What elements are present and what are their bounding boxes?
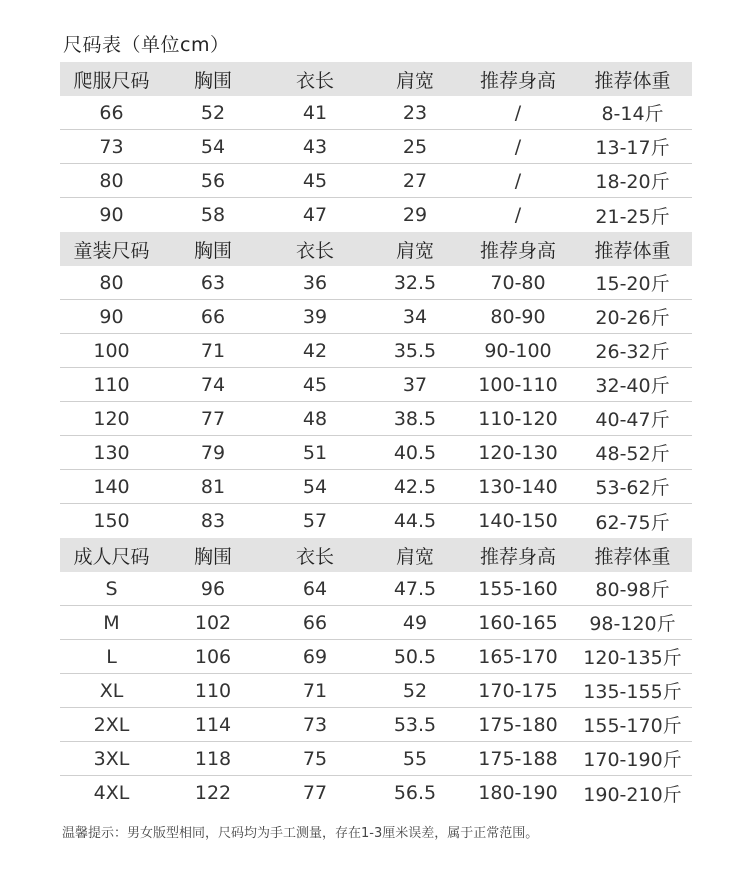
table-row [60,130,692,164]
table-row [60,640,692,674]
header-cell: 胸围 [193,239,232,262]
table-cell: 56.5 [393,782,437,804]
table-cell: 3XL [93,747,130,770]
table-cell: 180-190 [478,782,558,804]
table-cell: 23 [402,101,428,124]
table-cell: 20-26斤 [595,307,670,329]
header-cell: 衣长 [295,239,334,262]
table-cell: 114 [194,713,232,736]
table-cell: 77 [200,407,226,430]
table-cell: 58 [200,204,226,226]
header-cell: 推荐身高 [479,545,556,568]
table-cell: XL [99,679,124,702]
header-cell: 童装尺码 [73,239,150,262]
table-cell: 160-165 [478,611,558,634]
table-cell: 47 [302,204,328,226]
table-cell: 45 [302,169,328,192]
table-cell: 66 [302,611,328,634]
header-cell: 胸围 [193,69,232,92]
table-cell: L [106,645,117,668]
table-cell: 25 [402,135,428,158]
table-cell: 40-47斤 [595,409,670,431]
table-header-row [60,538,692,572]
table-cell: 38.5 [393,407,437,430]
table-cell: M [103,611,120,634]
table-cell: 74 [200,373,226,396]
table-cell: 110 [194,679,232,702]
table-cell: 70-80 [490,271,546,294]
table-cell: 36 [302,271,328,294]
table-row [60,96,692,130]
table-cell: 41 [302,101,328,124]
table-cell: 49 [402,611,428,634]
table-cell: 190-210斤 [583,783,682,806]
table-cell: 110 [93,373,130,396]
table-cell: 80 [99,169,124,192]
table-cell: 53-62斤 [595,477,670,499]
header-cell: 胸围 [193,545,232,568]
header-cell: 成人尺码 [73,545,150,568]
table-cell: 155-160 [478,577,558,600]
table-cell: 106 [194,645,232,668]
table-cell: 66 [99,101,124,124]
table-cell: 77 [302,782,328,804]
table-cell: 13-17斤 [595,137,670,159]
table-cell: 32.5 [393,271,437,294]
header-cell: 衣长 [295,69,334,92]
table-cell: 170-190斤 [583,749,682,771]
table-cell: 81 [200,475,226,498]
table-cell: 35.5 [393,339,437,362]
table-cell: 43 [302,135,328,158]
table-cell: 47.5 [393,577,437,600]
table-cell: 80-98斤 [595,579,670,601]
table-cell: 29 [402,204,428,226]
table-cell: 135-155斤 [583,681,682,703]
table-cell: 55 [402,747,428,770]
table-cell: 51 [302,441,328,464]
table-cell: 69 [302,645,328,668]
table-cell: 39 [302,305,328,328]
table-row [60,334,692,368]
table-cell: 42.5 [393,475,437,498]
table-cell: 4XL [93,782,130,804]
table-cell: 100-110 [478,373,558,396]
header-cell: 衣长 [295,545,334,568]
table-row [60,674,692,708]
footnote: 温馨提示：男女版型相同，尺码均为手工测量，存在1-3厘米误差，属于正常范围。 [62,826,539,841]
header-cell: 肩宽 [395,69,434,92]
header-cell: 肩宽 [395,239,434,262]
table-cell: 40.5 [393,441,437,464]
table-cell: 140-150 [478,510,558,532]
header-cell: 推荐体重 [594,545,671,568]
table-cell: 57 [302,510,328,532]
table-cell: 54 [200,135,226,158]
table-cell: 120-130 [478,441,558,464]
table-cell: / [514,204,522,226]
table-cell: 48 [302,407,328,430]
table-header-row [60,232,692,266]
table-cell: 130-140 [478,475,558,498]
table-row [60,742,692,776]
table-cell: 73 [302,713,328,736]
table-cell: 21-25斤 [595,205,670,228]
table-cell: 62-75斤 [595,511,670,534]
table-cell: 73 [99,135,124,158]
table-cell: 53.5 [393,713,437,736]
table-cell: 83 [200,510,226,532]
table-cell: 80 [99,271,124,294]
table-cell: 120-135斤 [583,647,682,669]
table-cell: 120 [93,407,130,430]
table-cell: 102 [194,611,232,634]
table-cell: 26-32斤 [595,341,670,363]
table-cell: 96 [200,577,226,600]
table-row [60,198,692,232]
romper-section [60,62,692,232]
table-cell: / [514,135,522,158]
table-row [60,402,692,436]
table-cell: 118 [194,747,232,770]
table-cell: 37 [402,373,428,396]
table-cell: 54 [302,475,328,498]
table-cell: 175-188 [478,747,558,770]
table-cell: 155-170斤 [583,715,682,737]
adult-section [60,538,692,810]
table-cell: 44.5 [393,510,437,532]
table-cell: 80-90 [490,305,546,328]
table-cell: 45 [302,373,328,396]
table-cell: 122 [194,782,232,804]
table-cell: 98-120斤 [589,613,676,635]
table-cell: 52 [200,101,226,124]
table-row [60,164,692,198]
table-cell: 90 [99,204,124,226]
table-row [60,572,692,606]
table-row [60,470,692,504]
table-cell: 50.5 [393,645,437,668]
header-cell: 推荐身高 [479,69,556,92]
table-cell: 165-170 [478,645,558,668]
page-title: 尺码表（单位cm） [63,34,230,56]
table-row [60,504,692,538]
table-cell: 42 [302,339,328,362]
table-cell: 71 [200,339,226,362]
header-cell: 肩宽 [395,545,434,568]
header-cell: 爬服尺码 [73,69,150,92]
table-cell: 79 [200,441,226,464]
table-row [60,606,692,640]
header-cell: 推荐身高 [479,239,556,262]
table-cell: 110-120 [478,407,558,430]
table-cell: 34 [402,305,428,328]
table-cell: 48-52斤 [595,443,670,465]
table-cell: 90 [99,305,124,328]
table-cell: 150 [93,510,130,532]
table-cell: 64 [302,577,328,600]
table-cell: 18-20斤 [595,171,670,193]
table-cell: 170-175 [478,679,558,702]
table-cell: 130 [93,441,130,464]
header-cell: 推荐体重 [594,239,671,262]
table-cell: 63 [200,271,226,294]
table-cell: 175-180 [478,713,558,736]
table-cell: / [514,101,522,124]
table-cell: 8-14斤 [601,103,664,125]
table-row [60,300,692,334]
table-cell: 27 [402,169,428,192]
table-row [60,266,692,300]
table-cell: 75 [302,747,328,770]
table-header-row [60,62,692,96]
table-cell: / [514,169,522,192]
table-cell: 140 [93,475,130,498]
table-row [60,776,692,810]
table-cell: S [105,577,118,600]
header-cell: 推荐体重 [594,69,671,92]
table-cell: 100 [93,339,130,362]
table-cell: 56 [200,169,226,192]
table-cell: 15-20斤 [595,273,670,295]
table-cell: 52 [402,679,428,702]
table-cell: 71 [302,679,328,702]
table-cell: 2XL [93,713,130,736]
kids-section [60,232,692,538]
table-cell: 66 [200,305,226,328]
table-row [60,436,692,470]
table-cell: 32-40斤 [595,375,670,397]
size-chart-table [60,62,692,810]
table-row [60,368,692,402]
table-cell: 90-100 [484,339,552,362]
table-row [60,708,692,742]
